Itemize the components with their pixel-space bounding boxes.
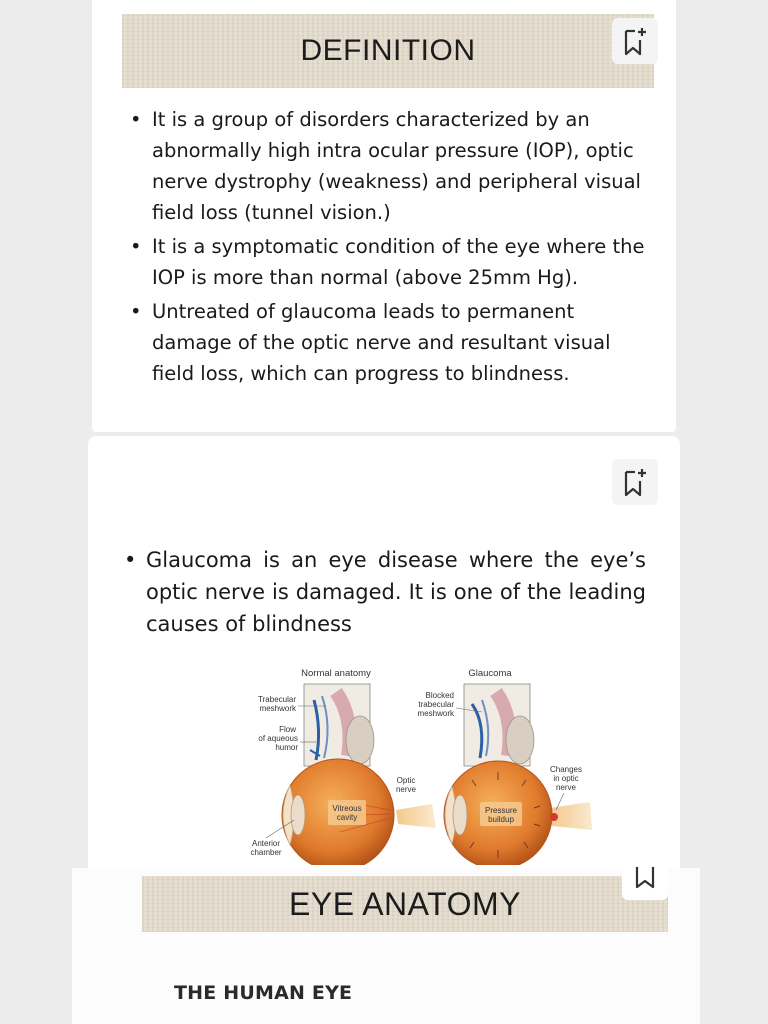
trabecular-label: Trabecular: [258, 695, 296, 704]
glaucoma-label: Glaucoma: [468, 668, 512, 679]
in-optic-label: in optic: [553, 774, 579, 783]
slide-title: DEFINITION: [300, 34, 476, 67]
humor-label: humor: [275, 743, 298, 752]
normal-meshwork-inset: [304, 684, 374, 766]
slide-title: EYE ANATOMY: [289, 885, 521, 922]
changes-nerve-label: nerve: [555, 783, 577, 792]
chamber-label: chamber: [250, 848, 282, 857]
aqueous-label: of aqueous: [258, 734, 298, 743]
bookmark-button[interactable]: [622, 856, 668, 900]
list-item: • Glaucoma is an eye disease where the eye’s optic nerve is damaged. It is one of the leading causes of blindness: [118, 544, 646, 640]
buildup-label: buildup: [488, 815, 514, 824]
list-item: • Untreated of glaucoma leads to permanent damage of the optic nerve and resultant visual field loss, which can progress to blindness.: [124, 296, 654, 389]
bookmark-add-icon: [623, 26, 647, 56]
optic-label: Optic: [396, 776, 416, 785]
blocked-label: Blocked: [425, 691, 454, 700]
bookmark-button[interactable]: [612, 459, 658, 505]
cavity-label: cavity: [336, 813, 358, 822]
blocked-meshwork-label: meshwork: [417, 709, 454, 718]
meshwork-label: meshwork: [259, 704, 296, 713]
bookmark-icon: [633, 865, 657, 891]
flow-label: Flow: [279, 725, 296, 734]
slide-subtitle: THE HUMAN EYE: [174, 982, 353, 1004]
bookmark-add-icon: [623, 467, 647, 497]
glaucoma-eye-diagram: [236, 660, 596, 865]
list-item: • It is a symptomatic condition of the eye where the IOP is more than normal (above 25mm Hg).: [124, 231, 654, 293]
changes-label: Changes: [549, 765, 583, 774]
nerve-label: nerve: [395, 785, 417, 794]
glaucoma-meshwork-inset: [464, 684, 534, 766]
slide-title-banner: [122, 14, 654, 88]
slide-title-banner: [142, 876, 668, 932]
anterior-label: Anterior: [251, 839, 281, 848]
vitreous-label: Vitreous: [332, 804, 362, 813]
definition-bullet-list: [124, 104, 654, 392]
bookmark-button[interactable]: [612, 18, 658, 64]
normal-anatomy-label: Normal anatomy: [301, 668, 371, 679]
glaucoma-bullet-list: [118, 544, 646, 640]
pressure-label: Pressure: [484, 806, 518, 815]
list-item: • It is a group of disorders characterized by an abnormally high intra ocular pressure (IOP), optic nerve dystrophy (weakness) and peripheral visual field loss (tunnel vision.): [124, 104, 654, 228]
blocked-trabecular-label: trabecular: [418, 700, 454, 709]
